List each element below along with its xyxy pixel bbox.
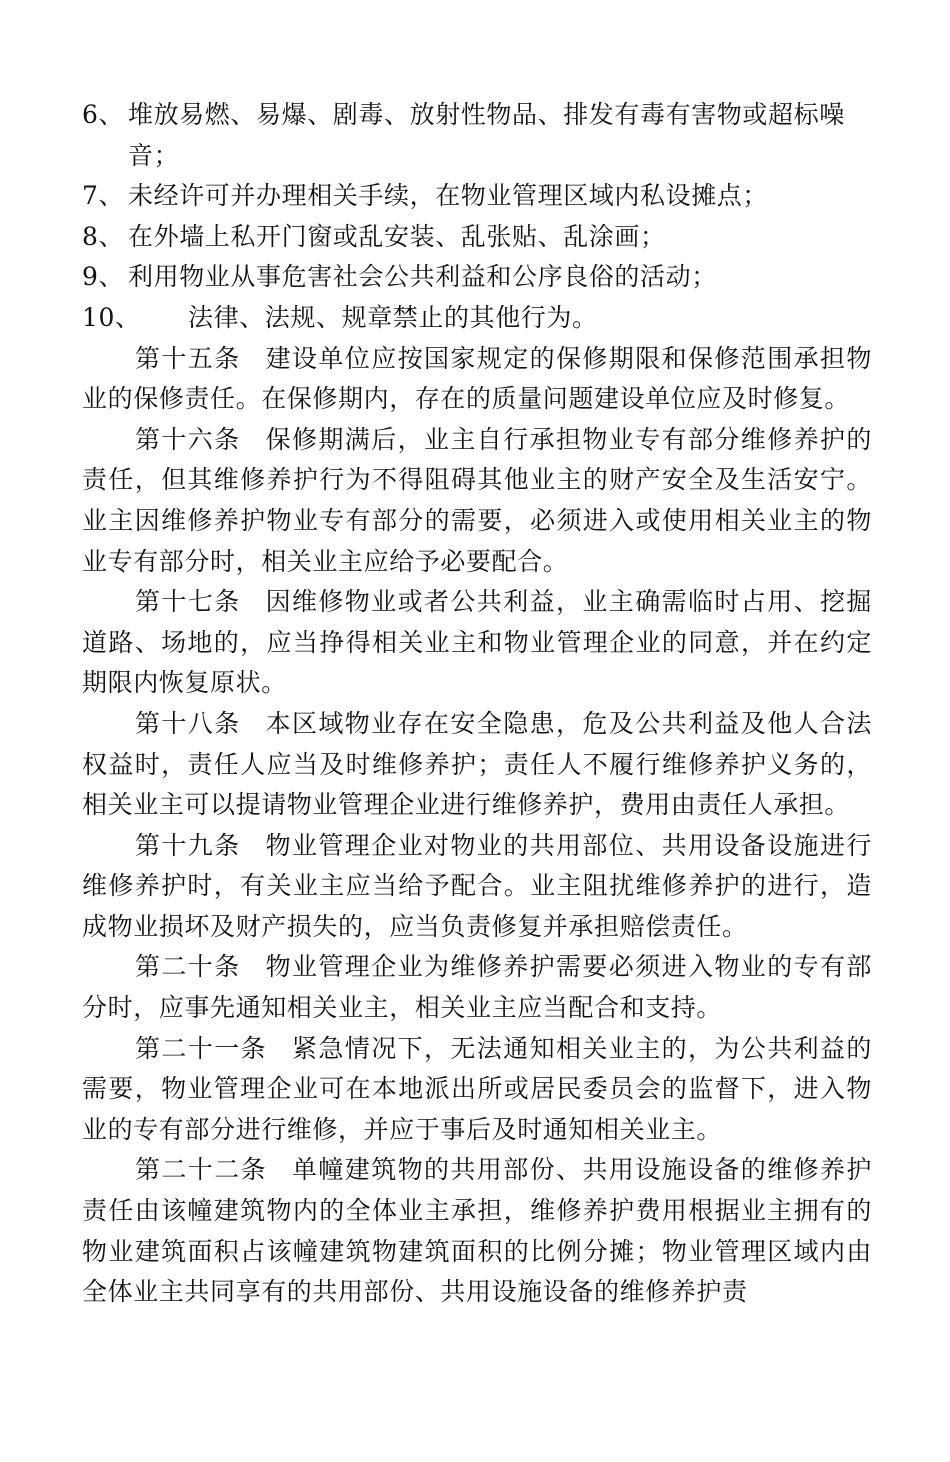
article-text: 本区域物业存在安全隐患，危及公共利益及他人合法权益时，责任人应当及时维修养护；责任人不履行维修养护义务的，相关业主可以提请物业管理企业进行维修养护，费用由责任人承担。 [82,708,872,820]
article-title: 第十九条 [135,830,241,860]
article-20 [82,947,872,1028]
article-16 [82,420,872,582]
article-text: 紧急情况下，无法通知相关业主的，为公共利益的需要，物业管理企业可在本地派出所或居民委员会的监督下，进入物业的专有部分进行维修，并应于事后及时通知相关业主。 [82,1033,872,1144]
article-19 [82,826,872,948]
article-title: 第十八条 [135,708,241,738]
list-item [82,257,872,298]
article-15 [82,339,872,420]
list-item-text: 在外墙上私开门窗或乱安装、乱张贴、乱涂画； [128,221,666,251]
article-21 [82,1029,872,1151]
list-item-text: 利用物业从事危害社会公共利益和公序良俗的活动； [128,262,717,292]
list-item-number: 9、 [82,262,125,292]
list-item-number: 6、 [82,100,125,129]
article-text: 物业管理企业为维修养护需要必须进入物业的专有部分时，应事先通知相关业主，相关业主应当配合和支持。 [82,952,872,1023]
document-body [82,95,872,1313]
article-text: 因维修物业或者公共利益，业主确需临时占用、挖掘道路、场地的，应当挣得相关业主和物业管理企业的同意，并在约定期限内恢复原状。 [82,587,872,698]
article-title: 第十七条 [135,587,241,617]
article-22 [82,1150,872,1312]
article-text: 建设单位应按国家规定的保修期限和保修范围承担物业的保修责任。在保修期内，存在的质量问题建设单位应及时修复。 [82,343,872,414]
list-item [82,217,872,258]
article-17 [82,582,872,704]
article-title: 第二十一条 [135,1033,267,1063]
article-title: 第二十二条 [135,1155,267,1185]
list-item-number: 10、 [82,302,141,332]
list-item-number: 7、 [82,181,125,211]
article-text: 保修期满后，业主自行承担物业专有部分维修养护的责任，但其维修养护行为不得阻碍其他业主的财产安全及生活安宁。业主因维修养护物业专有部分的需要，必须进入或使用相关业主的物业专有部分时，相关业主应给予必要配合。 [82,424,872,576]
article-18 [82,704,872,826]
article-title: 第十六条 [135,424,241,454]
list-item-text: 未经许可并办理相关手续，在物业管理区域内私设摊点； [128,181,769,211]
article-title: 第十五条 [135,343,241,373]
list-item-number: 8、 [82,221,125,251]
list-item-text: 法律、法规、规章禁止的其他行为。 [188,302,598,332]
list-item [82,298,872,339]
list-item [82,176,872,217]
article-text: 物业管理企业对物业的共用部位、共用设备设施进行维修养护时，有关业主应当给予配合。业主阻扰维修养护的进行，造成物业损坏及财产损失的，应当负责修复并承担赔偿责任。 [82,830,872,941]
article-title: 第二十条 [135,952,241,982]
article-text: 单幢建筑物的共用部份、共用设施设备的维修养护责任由该幢建筑物内的全体业主承担，维修养护费用根据业主拥有的物业建筑面积占该幢建筑物建筑面积的比例分摊；物业管理区域内由全体业主共同享有的共用部份、共用设施设备的维修养护责 [82,1155,872,1307]
list-item-text: 堆放易燃、易爆、剧毒、放射性物品、排发有毒有害物或超标噪音； [128,100,845,170]
list-item [82,95,872,176]
